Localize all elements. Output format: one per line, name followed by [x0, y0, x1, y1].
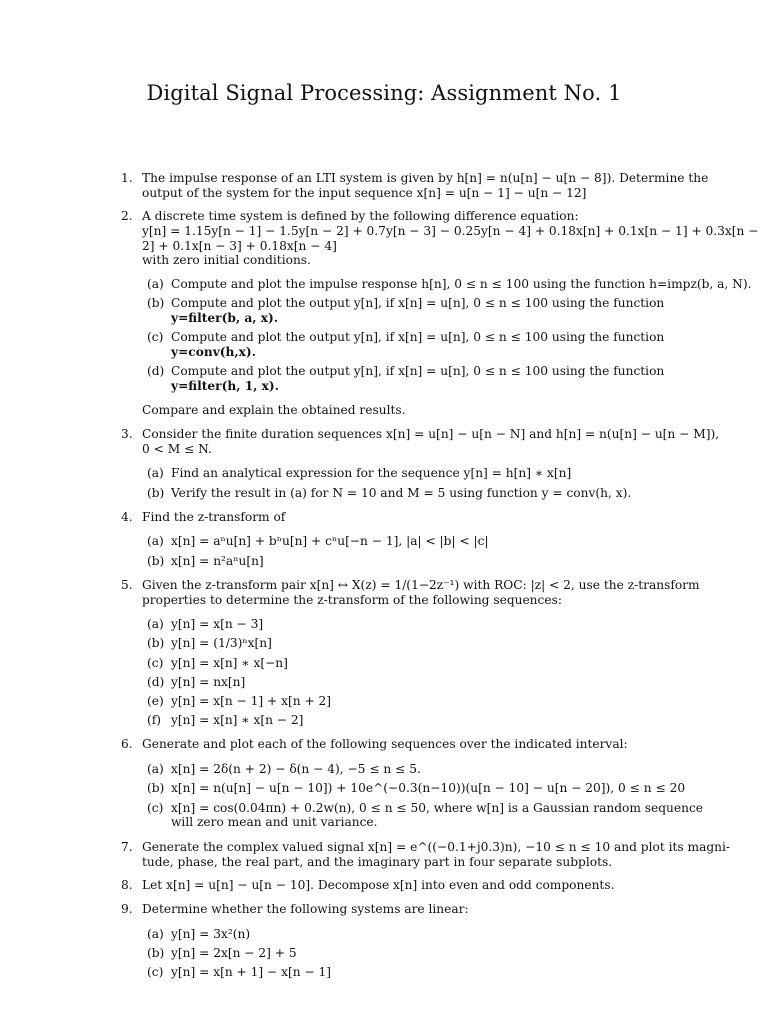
difference-equation-line-2: 2] + 0.1x[n − 3] + 0.18x[n − 4] — [142, 239, 337, 253]
question-6-line-1: Generate and plot each of the following sequences over the indicated interval: — [142, 737, 628, 751]
question-number: 1. — [121, 171, 133, 185]
question-4-line-1: Find the z-transform of — [142, 510, 286, 524]
part-label: (d) — [147, 675, 165, 689]
q2-part-c-function: y=conv(h,x). — [171, 345, 256, 359]
question-number: 5. — [121, 578, 133, 592]
part-label: (b) — [147, 636, 165, 650]
part-text: y[n] = nx[n] — [171, 675, 246, 689]
part-label: (b) — [147, 296, 165, 310]
question-3-line-2: 0 < M ≤ N. — [142, 442, 212, 456]
question-number: 8. — [121, 878, 133, 892]
page-title: Digital Signal Processing: Assignment No. 1 — [146, 81, 622, 105]
part-label: (a) — [147, 927, 164, 941]
question-2-line-1: A discrete time system is defined by the following difference equation: — [142, 209, 579, 223]
part-label: (b) — [147, 781, 165, 795]
part-label: (b) — [147, 486, 165, 500]
part-text: y[n] = x[n] ∗ x[n − 2] — [171, 713, 304, 727]
part-label: (c) — [147, 656, 164, 670]
part-text: y[n] = x[n + 1] − x[n − 1] — [171, 965, 332, 979]
part-label: (a) — [147, 534, 164, 548]
part-label: (c) — [147, 330, 164, 344]
part-label: (e) — [147, 694, 164, 708]
part-text: y[n] = x[n − 3] — [171, 617, 264, 631]
part-label: (c) — [147, 801, 164, 815]
part-label: (a) — [147, 466, 164, 480]
question-3-line-1: Consider the finite duration sequences x[n] = u[n] − u[n − N] and h[n] = n(u[n] − u[n − M]), — [142, 427, 720, 441]
q6-part-c-line-2: will zero mean and unit variance. — [171, 815, 378, 829]
question-number: 7. — [121, 840, 133, 854]
part-label: (b) — [147, 554, 165, 568]
part-text-line-1: Compute and plot the output y[n], if x[n] = u[n], 0 ≤ n ≤ 100 using the function — [171, 364, 665, 378]
question-9-line-1: Determine whether the following systems are linear: — [142, 902, 469, 916]
part-text: y[n] = x[n − 1] + x[n + 2] — [171, 694, 332, 708]
question-number: 2. — [121, 209, 133, 223]
question-number: 9. — [121, 902, 133, 916]
question-number: 4. — [121, 510, 133, 524]
q2-part-d-function: y=filter(h, 1, x). — [171, 379, 279, 393]
question-7-line-2: tude, phase, the real part, and the imaginary part in four separate subplots. — [142, 855, 613, 869]
question-1-line-1: The impulse response of an LTI system is given by h[n] = n(u[n] − u[n − 8]). Determine the — [142, 171, 709, 185]
part-text-line-1: x[n] = cos(0.04πn) + 0.2w(n), 0 ≤ n ≤ 50, where w[n] is a Gaussian random sequence — [171, 801, 703, 815]
part-text-line-1: Compute and plot the output y[n], if x[n] = u[n], 0 ≤ n ≤ 100 using the function — [171, 296, 665, 310]
question-number: 6. — [121, 737, 133, 751]
part-text: x[n] = n(u[n] − u[n − 10]) + 10e^(−0.3(n−10))(u[n − 10] − u[n − 20]), 0 ≤ n ≤ 20 — [171, 781, 686, 795]
question-8-line-1: Let x[n] = u[n] − u[n − 10]. Decompose x[n] into even and odd components. — [142, 878, 615, 892]
part-label: (b) — [147, 946, 165, 960]
part-text: y[n] = (1/3)ⁿx[n] — [171, 636, 272, 650]
question-number: 3. — [121, 427, 133, 441]
question-1-line-2: output of the system for the input sequence x[n] = u[n − 1] − u[n − 12] — [142, 186, 587, 200]
part-text: x[n] = 2δ(n + 2) − δ(n − 4), −5 ≤ n ≤ 5. — [171, 762, 421, 776]
part-text-line-1: Compute and plot the output y[n], if x[n] = u[n], 0 ≤ n ≤ 100 using the function — [171, 330, 665, 344]
part-label: (d) — [147, 364, 165, 378]
difference-equation-line-1: y[n] = 1.15y[n − 1] − 1.5y[n − 2] + 0.7y[n − 3] − 0.25y[n − 4] + 0.18x[n] + 0.1x[n − 1] + 0.3x[n − — [142, 224, 759, 238]
question-5-line-1: Given the z-transform pair x[n] ↔ X(z) = 1/(1−2z⁻¹) with ROC: |z| < 2, use the z-transform — [142, 578, 700, 592]
question-5-line-2: properties to determine the z-transform of the following sequences: — [142, 593, 562, 607]
part-text: x[n] = n²aⁿu[n] — [171, 554, 264, 568]
part-text: y[n] = 3x²(n) — [171, 927, 251, 941]
part-label: (a) — [147, 277, 164, 291]
q2-compare-text: Compare and explain the obtained results. — [142, 403, 406, 417]
question-7-line-1: Generate the complex valued signal x[n] = e^((−0.1+j0.3)n), −10 ≤ n ≤ 10 and plot its magni- — [142, 840, 731, 854]
part-text: Verify the result in (a) for N = 10 and M = 5 using function y = conv(h, x). — [171, 486, 632, 500]
part-label: (c) — [147, 965, 164, 979]
part-text: y[n] = 2x[n − 2] + 5 — [171, 946, 297, 960]
part-text: Compute and plot the impulse response h[n], 0 ≤ n ≤ 100 using the function h=impz(b, a, N). — [171, 277, 752, 291]
part-label: (f) — [147, 713, 162, 727]
part-label: (a) — [147, 617, 164, 631]
part-text: y[n] = x[n] ∗ x[−n] — [171, 656, 288, 670]
part-text: Find an analytical expression for the sequence y[n] = h[n] ∗ x[n] — [171, 466, 572, 480]
part-text: x[n] = aⁿu[n] + bⁿu[n] + cⁿu[−n − 1], |a| < |b| < |c| — [171, 534, 489, 548]
question-2-line-4: with zero initial conditions. — [142, 253, 311, 267]
part-label: (a) — [147, 762, 164, 776]
q2-part-b-function: y=filter(b, a, x). — [171, 311, 279, 325]
